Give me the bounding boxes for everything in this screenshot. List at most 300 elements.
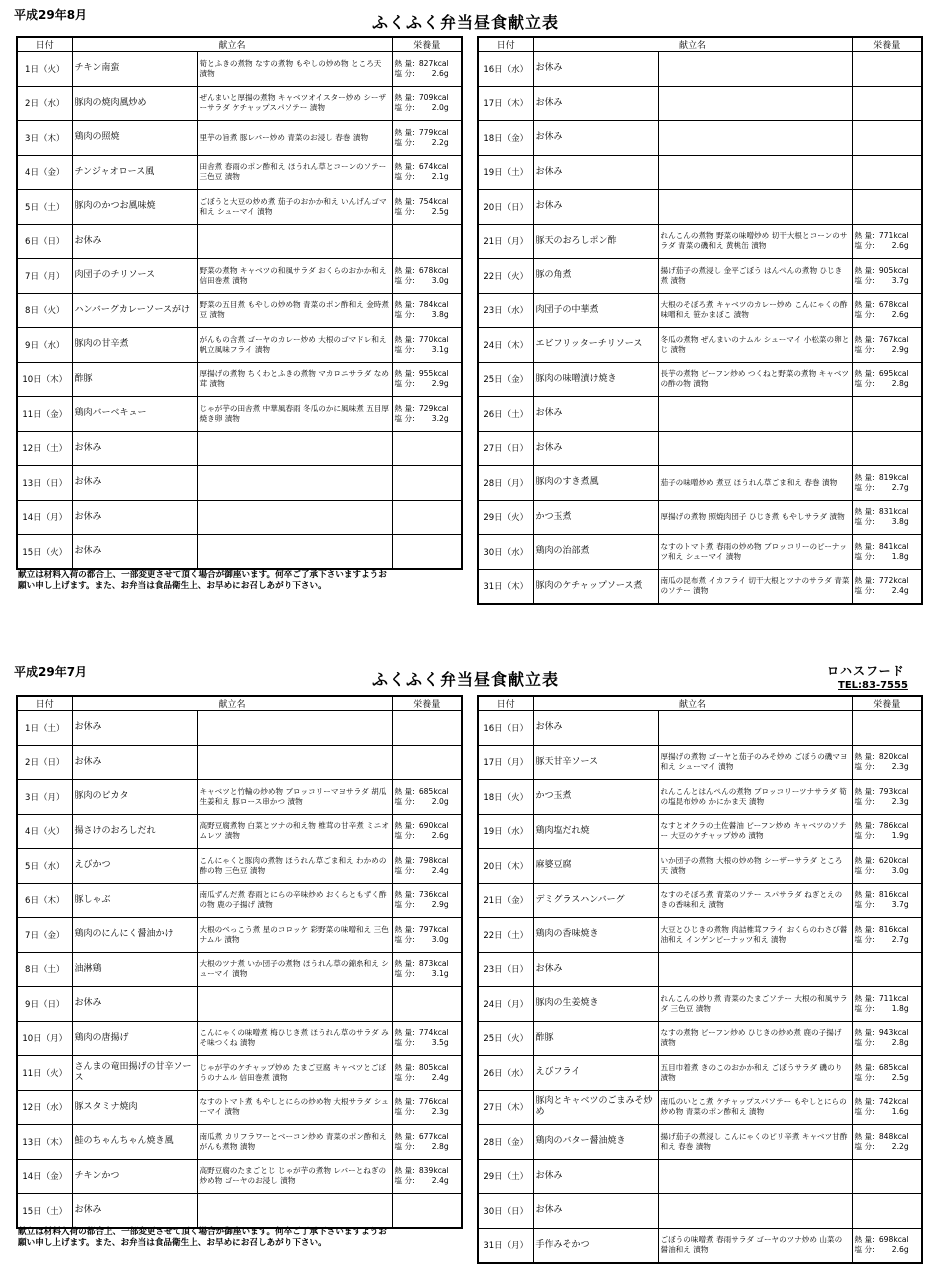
table-row xyxy=(17,711,462,746)
row-main-dish: 豚しゃぶ xyxy=(72,883,197,918)
table-row xyxy=(478,1159,922,1194)
note-line-1: 献立は材料入荷の都合上、一部変更させて頂く場合が御座います。何卒ご了承下さいますようお xyxy=(18,570,387,580)
row-date: 28日（月） xyxy=(478,466,533,501)
row-main-dish: お休み xyxy=(72,500,197,535)
salt-line xyxy=(855,866,920,876)
salt-label: 塩 分: xyxy=(394,344,415,354)
energy-value: 678kcal xyxy=(878,300,909,310)
row-side-dishes: 茄子の味噌炒め 煮豆 ほうれん草ごま和え 春巻 漬物 xyxy=(658,466,852,501)
header-menu: 献立名 xyxy=(533,696,852,711)
salt-value: 3.0g xyxy=(431,275,449,285)
salt-label: 塩 分: xyxy=(854,762,875,772)
row-side-dishes: れんこんの煮物 野菜の味噌炒め 切干大根とコーンのサラダ 青菜の磯和え 黄桃缶 漬物 xyxy=(658,224,852,259)
row-date: 10日（月） xyxy=(17,1021,72,1056)
row-main-dish: 鶏肉の唐揚げ xyxy=(72,1021,197,1056)
row-date: 4日（金） xyxy=(17,155,72,190)
row-date: 1日（土） xyxy=(17,711,72,746)
energy-value: 827kcal xyxy=(418,58,449,68)
table-row xyxy=(17,52,462,87)
row-main-dish: 豚肉のピカタ xyxy=(72,780,197,815)
salt-line xyxy=(855,276,920,286)
row-date: 12日（水） xyxy=(17,1090,72,1125)
salt-value: 2.7g xyxy=(891,934,909,944)
energy-line xyxy=(855,266,920,276)
salt-label: 塩 分: xyxy=(394,1038,415,1048)
row-main-dish: お休み xyxy=(533,711,658,746)
row-main-dish: さんまの竜田揚げの甘辛ソース xyxy=(72,1056,197,1091)
row-nutrition xyxy=(852,155,922,190)
salt-line xyxy=(855,345,920,355)
row-main-dish: 麻婆豆腐 xyxy=(533,849,658,884)
row-nutrition xyxy=(852,431,922,466)
salt-value: 2.6g xyxy=(891,310,909,320)
row-side-dishes: なすのトマト煮 もやしとにらの炒め物 大根サラダ シューマイ 漬物 xyxy=(197,1090,392,1125)
salt-line xyxy=(395,797,460,807)
energy-value: 873kcal xyxy=(418,959,449,969)
salt-label: 塩 分: xyxy=(394,934,415,944)
energy-label: 熱 量: xyxy=(854,300,875,310)
salt-line xyxy=(855,900,920,910)
energy-line xyxy=(855,1132,920,1142)
row-date: 5日（土） xyxy=(17,190,72,225)
row-main-dish: お休み xyxy=(533,86,658,121)
salt-value: 3.0g xyxy=(891,865,909,875)
salt-value: 1.8g xyxy=(891,551,909,561)
row-main-dish: 肉団子の中華煮 xyxy=(533,293,658,328)
energy-line xyxy=(855,1097,920,1107)
salt-line xyxy=(395,866,460,876)
row-nutrition xyxy=(392,500,462,535)
row-nutrition xyxy=(392,1159,462,1194)
salt-label: 塩 分: xyxy=(394,379,415,389)
row-date: 15日（火） xyxy=(17,535,72,570)
salt-value: 3.5g xyxy=(431,1038,449,1048)
energy-label: 熱 量: xyxy=(854,1028,875,1038)
row-main-dish: 鶏肉塩だれ焼 xyxy=(533,814,658,849)
salt-value: 2.7g xyxy=(891,482,909,492)
salt-value: 2.6g xyxy=(431,831,449,841)
energy-value: 711kcal xyxy=(878,993,909,1003)
energy-label: 熱 量: xyxy=(394,58,415,68)
header-nutrition: 栄養量 xyxy=(852,37,922,52)
salt-line xyxy=(855,831,920,841)
row-side-dishes xyxy=(197,745,392,780)
row-date: 26日（土） xyxy=(478,397,533,432)
table-row xyxy=(17,431,462,466)
energy-line xyxy=(395,369,460,379)
august-left-table xyxy=(16,36,463,570)
salt-line xyxy=(395,207,460,217)
row-date: 9日（水） xyxy=(17,328,72,363)
energy-value: 742kcal xyxy=(878,1097,909,1107)
energy-value: 797kcal xyxy=(418,924,449,934)
row-main-dish: かつ玉煮 xyxy=(533,500,658,535)
header-nutrition: 栄養量 xyxy=(392,696,462,711)
row-side-dishes: なすのそぼろ煮 青菜のソテー スパサラダ ねぎとえのきの香味和え 漬物 xyxy=(658,883,852,918)
energy-label: 熱 量: xyxy=(854,231,875,241)
salt-line xyxy=(855,1107,920,1117)
energy-value: 839kcal xyxy=(418,1166,449,1176)
july-note xyxy=(18,1227,468,1249)
salt-value: 2.3g xyxy=(891,796,909,806)
table-header-row xyxy=(478,696,922,711)
table-row xyxy=(478,814,922,849)
row-main-dish: 豚肉の生姜焼き xyxy=(533,987,658,1022)
salt-label: 塩 分: xyxy=(854,900,875,910)
row-side-dishes: 揚げ茄子の煮浸し こんにゃくのピリ辛煮 キャベツ甘酢和え 春巻 漬物 xyxy=(658,1125,852,1160)
row-date: 18日（火） xyxy=(478,780,533,815)
row-side-dishes: ごぼうと大豆の炒め煮 茄子のおかか和え いんげんゴマ和え シューマイ 漬物 xyxy=(197,190,392,225)
energy-label: 熱 量: xyxy=(854,752,875,762)
row-side-dishes: こんにゃくと豚肉の煮物 ほうれん草ごま和え わかめの酢の物 三色豆 漬物 xyxy=(197,849,392,884)
row-date: 21日（月） xyxy=(478,224,533,259)
salt-value: 2.3g xyxy=(891,762,909,772)
row-date: 13日（日） xyxy=(17,466,72,501)
row-nutrition xyxy=(852,1056,922,1091)
salt-value: 2.0g xyxy=(431,103,449,113)
table-row xyxy=(17,745,462,780)
row-date: 9日（日） xyxy=(17,987,72,1022)
row-main-dish: デミグラスハンバーグ xyxy=(533,883,658,918)
row-main-dish: 手作みそかつ xyxy=(533,1228,658,1263)
energy-label: 熱 量: xyxy=(394,265,415,275)
salt-line xyxy=(855,762,920,772)
salt-line xyxy=(395,138,460,148)
salt-line xyxy=(395,1176,460,1186)
row-nutrition xyxy=(852,711,922,746)
row-main-dish: 鶏肉バーベキュー xyxy=(72,397,197,432)
salt-value: 2.3g xyxy=(431,1107,449,1117)
row-side-dishes: 田舎煮 春雨のポン酢和え ほうれん草とコーンのソテー 三色豆 漬物 xyxy=(197,155,392,190)
energy-line xyxy=(855,300,920,310)
table-row xyxy=(17,328,462,363)
salt-label: 塩 分: xyxy=(854,241,875,251)
salt-label: 塩 分: xyxy=(394,68,415,78)
row-main-dish: えびフライ xyxy=(533,1056,658,1091)
energy-line xyxy=(395,335,460,345)
row-side-dishes: ぜんまいと厚揚の煮物 キャベツオイスター炒め シーザーサラダ ケチャップスパソテー 漬物 xyxy=(197,86,392,121)
row-side-dishes: 高野豆腐煮物 白菜とツナの和え物 椎茸の甘辛煮 ミニオムレツ 漬物 xyxy=(197,814,392,849)
header-date: 日付 xyxy=(17,37,72,52)
row-date: 7日（月） xyxy=(17,259,72,294)
salt-value: 3.7g xyxy=(891,900,909,910)
row-main-dish: 豚肉のすき煮風 xyxy=(533,466,658,501)
salt-line xyxy=(855,483,920,493)
row-main-dish: チキンかつ xyxy=(72,1159,197,1194)
table-row xyxy=(17,1056,462,1091)
table-row xyxy=(478,1021,922,1056)
energy-label: 熱 量: xyxy=(854,369,875,379)
row-date: 29日（火） xyxy=(478,500,533,535)
energy-value: 786kcal xyxy=(878,821,909,831)
salt-line xyxy=(395,414,460,424)
row-nutrition xyxy=(852,918,922,953)
row-main-dish: えびかつ xyxy=(72,849,197,884)
row-main-dish: チキン南蛮 xyxy=(72,52,197,87)
energy-line xyxy=(855,925,920,935)
energy-value: 678kcal xyxy=(418,265,449,275)
row-side-dishes: 南瓜煮 カリフラワーとベーコン炒め 青菜のポン酢和え がんも煮物 漬物 xyxy=(197,1125,392,1160)
row-main-dish: ハンバーグカレーソースがけ xyxy=(72,293,197,328)
energy-label: 熱 量: xyxy=(394,1097,415,1107)
row-nutrition xyxy=(392,711,462,746)
energy-line xyxy=(395,93,460,103)
salt-value: 2.8g xyxy=(891,1038,909,1048)
salt-line xyxy=(395,172,460,182)
row-nutrition xyxy=(852,1021,922,1056)
salt-line xyxy=(855,241,920,251)
salt-label: 塩 分: xyxy=(394,310,415,320)
table-row xyxy=(17,883,462,918)
row-main-dish: 揚さけのおろしだれ xyxy=(72,814,197,849)
salt-label: 塩 分: xyxy=(854,1245,875,1254)
energy-label: 熱 量: xyxy=(394,403,415,413)
salt-value: 1.8g xyxy=(891,1003,909,1013)
row-date: 20日（日） xyxy=(478,190,533,225)
energy-label: 熱 量: xyxy=(854,541,875,551)
table-row xyxy=(17,780,462,815)
row-date: 15日（土） xyxy=(17,1194,72,1229)
row-nutrition xyxy=(852,987,922,1022)
salt-label: 塩 分: xyxy=(394,275,415,285)
row-main-dish: お休み xyxy=(72,1194,197,1229)
row-nutrition xyxy=(392,259,462,294)
row-nutrition xyxy=(392,1125,462,1160)
row-side-dishes: 厚揚げの煮物 照焼肉団子 ひじき煮 もやしサラダ 漬物 xyxy=(658,500,852,535)
salt-value: 2.6g xyxy=(431,68,449,78)
energy-value: 784kcal xyxy=(418,300,449,310)
row-date: 24日（月） xyxy=(478,987,533,1022)
row-side-dishes: 野菜の五目煮 もやしの炒め物 青菜のポン酢和え 金時煮豆 漬物 xyxy=(197,293,392,328)
row-side-dishes: じゃが芋の田舎煮 中華風春雨 冬瓜のかに風味煮 五目厚焼き卵 漬物 xyxy=(197,397,392,432)
august-note xyxy=(18,570,468,592)
salt-line xyxy=(395,379,460,389)
row-date: 11日（金） xyxy=(17,397,72,432)
energy-value: 729kcal xyxy=(418,403,449,413)
salt-value: 1.9g xyxy=(891,831,909,841)
row-side-dishes: れんこんとはんぺんの煮物 ブロッコリーツナサラダ 筍の塩昆布炒め かにかま天 漬物 xyxy=(658,780,852,815)
energy-label: 熱 量: xyxy=(854,1062,875,1072)
salt-value: 2.6g xyxy=(891,241,909,251)
salt-line xyxy=(395,1038,460,1048)
row-nutrition xyxy=(392,745,462,780)
energy-line xyxy=(855,335,920,345)
salt-line xyxy=(855,1038,920,1048)
table-row xyxy=(478,952,922,987)
energy-line xyxy=(395,162,460,172)
header-menu: 献立名 xyxy=(72,37,392,52)
salt-line xyxy=(395,276,460,286)
row-side-dishes: なすとオクラの土佐醤油 ビーフン炒め キャベツのソテー 大豆のケチャップ炒め 漬物 xyxy=(658,814,852,849)
table-row xyxy=(478,190,922,225)
table-row xyxy=(478,362,922,397)
row-nutrition xyxy=(392,190,462,225)
row-date: 30日（日） xyxy=(478,1194,533,1229)
salt-line xyxy=(855,935,920,945)
salt-value: 2.2g xyxy=(891,1141,909,1151)
energy-label: 熱 量: xyxy=(854,265,875,275)
row-main-dish: お休み xyxy=(533,52,658,87)
energy-label: 熱 量: xyxy=(854,993,875,1003)
energy-label: 熱 量: xyxy=(394,821,415,831)
table-row xyxy=(17,466,462,501)
row-main-dish: 豚天のおろしポン酢 xyxy=(533,224,658,259)
row-side-dishes: 南瓜の昆布煮 イカフライ 切干大根とツナのサラダ 青菜のソテー 漬物 xyxy=(658,569,852,604)
table-row xyxy=(17,155,462,190)
energy-label: 熱 量: xyxy=(854,576,875,585)
salt-label: 塩 分: xyxy=(854,934,875,944)
row-date: 3日（木） xyxy=(17,121,72,156)
salt-value: 2.9g xyxy=(431,900,449,910)
salt-label: 塩 分: xyxy=(394,969,415,979)
row-side-dishes: なすの煮物 ビーフン炒め ひじきの炒め煮 鹿の子揚げ 漬物 xyxy=(658,1021,852,1056)
energy-label: 熱 量: xyxy=(854,1097,875,1107)
salt-value: 2.5g xyxy=(431,206,449,216)
salt-label: 塩 分: xyxy=(854,1003,875,1013)
row-nutrition xyxy=(392,224,462,259)
salt-line xyxy=(395,1073,460,1083)
table-row xyxy=(478,745,922,780)
energy-value: 943kcal xyxy=(878,1028,909,1038)
row-nutrition xyxy=(852,745,922,780)
company-name: ロハスフード xyxy=(827,664,905,678)
row-nutrition xyxy=(852,86,922,121)
salt-line xyxy=(395,1142,460,1152)
salt-label: 塩 分: xyxy=(394,831,415,841)
company-phone: TEL:83-7555 xyxy=(838,680,908,691)
row-side-dishes xyxy=(658,86,852,121)
row-date: 26日（水） xyxy=(478,1056,533,1091)
table-row xyxy=(17,1090,462,1125)
salt-value: 2.9g xyxy=(431,379,449,389)
row-main-dish: 豚肉の焼肉風炒め xyxy=(72,86,197,121)
row-date: 30日（水） xyxy=(478,535,533,570)
energy-line xyxy=(395,890,460,900)
row-nutrition xyxy=(852,1228,922,1263)
row-date: 14日（金） xyxy=(17,1159,72,1194)
energy-label: 熱 量: xyxy=(854,334,875,344)
energy-label: 熱 量: xyxy=(394,1062,415,1072)
row-main-dish: かつ玉煮 xyxy=(533,780,658,815)
row-nutrition xyxy=(852,952,922,987)
table-row xyxy=(17,849,462,884)
energy-value: 816kcal xyxy=(878,924,909,934)
row-date: 3日（月） xyxy=(17,780,72,815)
table-row xyxy=(17,500,462,535)
row-main-dish: お休み xyxy=(533,1194,658,1229)
row-nutrition xyxy=(392,1021,462,1056)
row-main-dish: チンジャオロース風 xyxy=(72,155,197,190)
salt-label: 塩 分: xyxy=(854,344,875,354)
salt-value: 2.4g xyxy=(431,1176,449,1186)
row-main-dish: 鶏肉の治部煮 xyxy=(533,535,658,570)
energy-line xyxy=(395,821,460,831)
row-main-dish: 鶏肉のにんにく醤油かけ xyxy=(72,918,197,953)
row-nutrition xyxy=(392,293,462,328)
row-main-dish: 豚肉の味噌漬け焼き xyxy=(533,362,658,397)
energy-line xyxy=(855,856,920,866)
energy-value: 698kcal xyxy=(878,1235,909,1244)
salt-value: 2.5g xyxy=(891,1072,909,1082)
row-date: 13日（木） xyxy=(17,1125,72,1160)
row-side-dishes: 大豆とひじきの煮物 肉詰椎茸フライ おくらのわさび醤油和え インゲンピーナッツ和え 漬物 xyxy=(658,918,852,953)
table-row xyxy=(478,397,922,432)
table-row xyxy=(478,431,922,466)
table-row xyxy=(17,86,462,121)
table-header-row xyxy=(17,696,462,711)
row-nutrition xyxy=(852,259,922,294)
table-row xyxy=(478,328,922,363)
table-row xyxy=(478,711,922,746)
row-side-dishes xyxy=(197,500,392,535)
salt-label: 塩 分: xyxy=(394,1072,415,1082)
salt-label: 塩 分: xyxy=(394,796,415,806)
row-side-dishes xyxy=(658,155,852,190)
salt-value: 2.9g xyxy=(891,344,909,354)
note-line-1: 献立は材料入荷の都合上、一部変更させて頂く場合が御座います。何卒ご了承下さいますようお xyxy=(18,1227,387,1237)
row-main-dish: 酢豚 xyxy=(72,362,197,397)
table-row xyxy=(478,1194,922,1229)
salt-line xyxy=(855,1004,920,1014)
salt-value: 2.2g xyxy=(431,137,449,147)
table-row xyxy=(478,918,922,953)
row-date: 27日（木） xyxy=(478,1090,533,1125)
energy-line xyxy=(395,197,460,207)
energy-line xyxy=(855,1063,920,1073)
table-row xyxy=(17,952,462,987)
july-title: ふくふく弁当昼食献立表 xyxy=(372,670,560,689)
row-side-dishes: 南瓜ずんだ煮 春雨とにらの辛味炒め おくらともずく酢の物 鹿の子揚げ 漬物 xyxy=(197,883,392,918)
salt-label: 塩 分: xyxy=(854,1107,875,1117)
row-side-dishes: なすのトマト煮 春雨の炒め物 ブロッコリーのピーナッツ和え シューマイ 漬物 xyxy=(658,535,852,570)
row-nutrition xyxy=(392,780,462,815)
row-main-dish: エビフリッターチリソース xyxy=(533,328,658,363)
row-main-dish: 肉団子のチリソース xyxy=(72,259,197,294)
header-menu: 献立名 xyxy=(72,696,392,711)
row-date: 29日（土） xyxy=(478,1159,533,1194)
salt-line xyxy=(395,900,460,910)
energy-label: 熱 量: xyxy=(854,472,875,482)
note-line-2: 願い申し上げます。また、お弁当は食品衛生上、お早めにお召しあがり下さい。 xyxy=(18,581,327,591)
salt-line xyxy=(855,552,920,562)
table-row xyxy=(17,259,462,294)
energy-label: 熱 量: xyxy=(854,821,875,831)
row-side-dishes xyxy=(658,431,852,466)
energy-line xyxy=(395,856,460,866)
energy-line xyxy=(855,369,920,379)
row-side-dishes: 野菜の煮物 キャベツの和風サラダ おくらのおかか和え 信田巻煮 漬物 xyxy=(197,259,392,294)
row-side-dishes xyxy=(197,1194,392,1229)
salt-line xyxy=(855,1073,920,1083)
note-line-2: 願い申し上げます。また、お弁当は食品衛生上、お早めにお召しあがり下さい。 xyxy=(18,1238,327,1248)
row-nutrition xyxy=(852,883,922,918)
salt-label: 塩 分: xyxy=(394,1176,415,1186)
row-date: 6日（木） xyxy=(17,883,72,918)
table-row xyxy=(17,397,462,432)
row-date: 23日（水） xyxy=(478,293,533,328)
table-row xyxy=(17,1021,462,1056)
july-right-table xyxy=(477,695,923,1264)
row-side-dishes: 五目巾着煮 きのこのおかか和え ごぼうサラダ 磯のり 漬物 xyxy=(658,1056,852,1091)
row-date: 4日（火） xyxy=(17,814,72,849)
salt-label: 塩 分: xyxy=(854,831,875,841)
table-header-row xyxy=(17,37,462,52)
salt-value: 3.1g xyxy=(431,344,449,354)
table-row xyxy=(478,987,922,1022)
energy-line xyxy=(395,959,460,969)
row-date: 5日（水） xyxy=(17,849,72,884)
table-row xyxy=(478,86,922,121)
